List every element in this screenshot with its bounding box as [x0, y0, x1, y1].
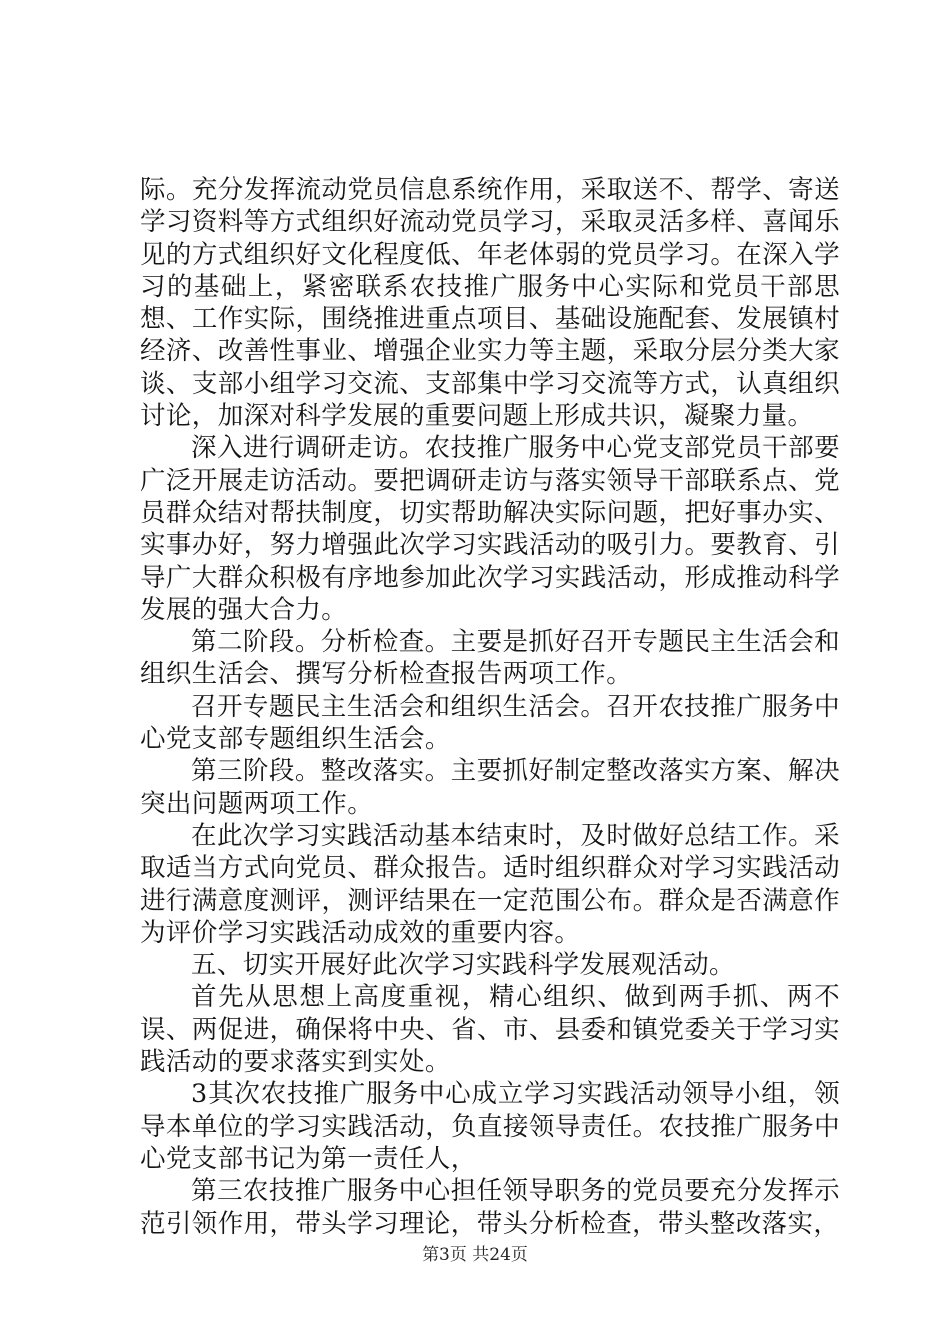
body-paragraph: 在此次学习实践活动基本结束时，及时做好总结工作。采取适当方式向党员、群众报告。适时组织群众对学习实践活动进行满意度测评，测评结果在一定范围公布。群众是否满意作为评价学习实践活动成效的重要内容。 — [140, 820, 840, 948]
body-paragraph: 首先从思想上高度重视，精心组织、做到两手抓、两不误、两促进，确保将中央、省、市、县委和镇党委关于学习实践活动的要求落实到实处。 — [140, 982, 840, 1078]
body-paragraph: 第三农技推广服务中心担任领导职务的党员要充分发挥示范引领作用，带头学习理论，带头分析检查，带头整改落实， — [140, 1176, 840, 1239]
body-paragraph: 深入进行调研走访。农技推广服务中心党支部党员干部要广泛开展走访活动。要把调研走访与落实领导干部联系点、党员群众结对帮扶制度，切实帮助解决实际问题，把好事办实、实事办好，努力增强此次学习实践活动的吸引力。要教育、引导广大群众积极有序地参加此次学习实践活动，形成推动科学发展的强大合力。 — [140, 433, 840, 625]
body-paragraph: 际。充分发挥流动党员信息系统作用，采取送不、帮学、寄送学习资料等方式组织好流动党员学习，采取灵活多样、喜闻乐见的方式组织好文化程度低、年老体弱的党员学习。在深入学习的基础上，紧密联系农技推广服务中心实际和党员干部思想、工作实际，围绕推进重点项目、基础设施配套、发展镇村经济、改善性事业、增强企业实力等主题，采取分层分类大家谈、支部小组学习交流、支部集中学习交流等方式，认真组织讨论，加深对科学发展的重要问题上形成共识，凝聚力量。 — [140, 175, 840, 432]
body-paragraph: 3其次农技推广服务中心成立学习实践活动领导小组，领导本单位的学习实践活动，负直接领导责任。农技推广服务中心党支部书记为第一责任人， — [140, 1079, 840, 1174]
page-footer: 第3页 共24页 — [422, 1245, 528, 1265]
body-paragraph: 五、切实开展好此次学习实践科学发展观活动。 — [191, 950, 735, 981]
document-body — [140, 174, 840, 1240]
body-paragraph: 第三阶段。整改落实。主要抓好制定整改落实方案、解决突出问题两项工作。 — [140, 756, 840, 819]
body-paragraph: 第二阶段。分析检查。主要是抓好召开专题民主生活会和组织生活会、撰写分析检查报告两项工作。 — [140, 627, 840, 690]
body-paragraph: 召开专题民主生活会和组织生活会。召开农技推广服务中心党支部专题组织生活会。 — [140, 691, 840, 755]
